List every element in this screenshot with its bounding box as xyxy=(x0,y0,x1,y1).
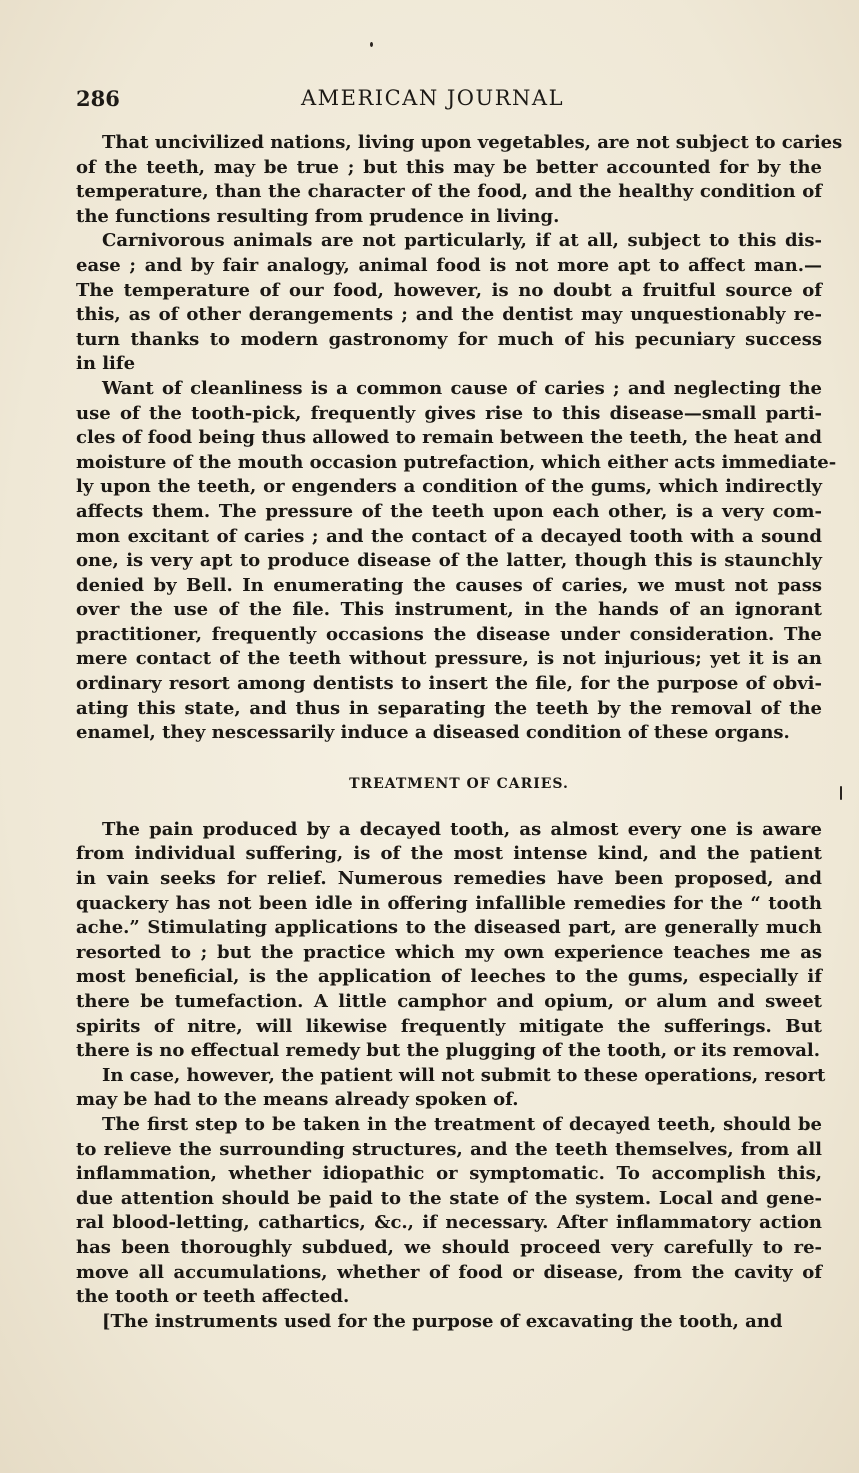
text-line: practitioner, frequently occasions the disease under consideration. The xyxy=(76,623,822,645)
text-line: the tooth or teeth affected. xyxy=(76,1286,350,1308)
text-line: turn thanks to modern gastronomy for much of his pecuniary success xyxy=(76,328,822,350)
text-line: The temperature of our food, however, is no doubt a fruitful source of xyxy=(76,279,822,301)
text-line: one, is very apt to produce disease of the latter, though this is staunchly xyxy=(76,550,822,572)
text-before-heading xyxy=(76,131,843,746)
text-line: Carnivorous animals are not particularly, if at all, subject to this dis- xyxy=(102,230,822,252)
text-line: inflammation, whether idiopathic or symptomatic. To accomplish this, xyxy=(76,1163,822,1185)
text-line: due attention should be paid to the state of the system. Local and gene- xyxy=(76,1187,822,1209)
text-line: in vain seeks for relief. Numerous remedies have been proposed, and xyxy=(76,868,822,890)
text-line: in life xyxy=(76,353,136,375)
text-line: use of the tooth-pick, frequently gives rise to this disease—small parti- xyxy=(76,402,822,424)
page-number: 286 xyxy=(76,86,120,111)
text-line: Want of cleanliness is a common cause of caries ; and neglecting the xyxy=(102,377,822,399)
article-body xyxy=(76,131,843,1334)
text-line: [The instruments used for the purpose of excavating the tooth, and xyxy=(102,1310,783,1332)
text-line: mon excitant of caries ; and the contact of a decayed tooth with a sound xyxy=(76,525,822,547)
text-line: ly upon the teeth, or engenders a condition of the gums, which indirectly xyxy=(76,476,822,498)
paragraph xyxy=(76,818,822,1064)
ink-speck xyxy=(840,786,842,800)
paragraph xyxy=(76,229,822,377)
text-line: temperature, than the character of the food, and the healthy condition of xyxy=(76,181,822,203)
paragraph xyxy=(76,377,837,746)
text-line: there be tumefaction. A little camphor and opium, or alum and sweet xyxy=(76,991,822,1012)
text-line: denied by Bell. In enumerating the causes of caries, we must not pass xyxy=(76,574,822,596)
text-line: moisture of the mouth occasion putrefaction, which either acts immediate- xyxy=(76,451,837,473)
text-line: this, as of other derangements ; and the dentist may unquestionably re- xyxy=(76,304,822,326)
text-line: quackery has not been idle in offering infallible remedies for the “ tooth xyxy=(76,892,822,914)
text-line: to relieve the surrounding structures, and the teeth themselves, from all xyxy=(76,1138,822,1160)
paragraph xyxy=(76,1310,822,1335)
text-line: may be had to the means already spoken of. xyxy=(76,1089,519,1111)
paragraph xyxy=(76,1064,826,1113)
text-line: most beneficial, is the application of leeches to the gums, especially if xyxy=(76,966,822,988)
text-line: The pain produced by a decayed tooth, as almost every one is aware xyxy=(102,818,822,840)
paragraph xyxy=(76,131,843,229)
text-line: cles of food being thus allowed to remain between the teeth, the heat and xyxy=(76,427,822,449)
text-line: over the use of the file. This instrument, in the hands of an ignorant xyxy=(76,599,822,621)
spacer xyxy=(76,796,822,818)
text-line: ral blood-letting, cathartics, &c., if necessary. After inflammatory action xyxy=(76,1212,822,1234)
ink-speck xyxy=(370,42,373,47)
page-header xyxy=(76,86,584,118)
spacer xyxy=(76,746,822,772)
text-line: affects them. The pressure of the teeth upon each other, is a very com- xyxy=(76,500,822,522)
text-line: ating this state, and thus in separating the teeth by the removal of the xyxy=(76,697,822,719)
running-head: AMERICAN JOURNAL xyxy=(301,86,565,110)
text-line: has been thoroughly subdued, we should proceed very carefully to re- xyxy=(76,1236,822,1258)
text-line: there is no effectual remedy but the plugging of the tooth, or its removal. xyxy=(76,1040,820,1062)
text-after-heading xyxy=(76,818,826,1334)
text-line: enamel, they nescessarily induce a diseased condition of these organs. xyxy=(76,722,790,744)
text-line: That uncivilized nations, living upon vegetables, are not subject to caries xyxy=(102,132,843,153)
text-line: resorted to ; but the practice which my own experience teaches me as xyxy=(76,941,822,963)
text-line: of the teeth, may be true ; but this may be better accounted for by the xyxy=(76,156,822,178)
text-line: In case, however, the patient will not submit to these operations, resort xyxy=(102,1064,826,1086)
text-line: ache.” Stimulating applications to the diseased part, are generally much xyxy=(76,917,822,939)
text-line: mere contact of the teeth without pressure, is not injurious; yet it is an xyxy=(76,648,822,670)
text-line: the functions resulting from prudence in living. xyxy=(76,205,560,227)
text-line: ease ; and by fair analogy, animal food is not more apt to affect man.— xyxy=(76,254,822,276)
text-line: ordinary resort among dentists to insert the file, for the purpose of obvi- xyxy=(76,673,822,695)
text-line: The first step to be taken in the treatment of decayed teeth, should be xyxy=(102,1113,822,1135)
text-line: spirits of nitre, will likewise frequently mitigate the sufferings. But xyxy=(76,1015,822,1037)
text-line: from individual suffering, is of the most intense kind, and the patient xyxy=(76,843,822,865)
section-heading: TREATMENT OF CARIES. xyxy=(349,775,569,792)
paragraph xyxy=(76,1113,822,1310)
text-line: move all accumulations, whether of food or disease, from the cavity of xyxy=(76,1261,822,1283)
